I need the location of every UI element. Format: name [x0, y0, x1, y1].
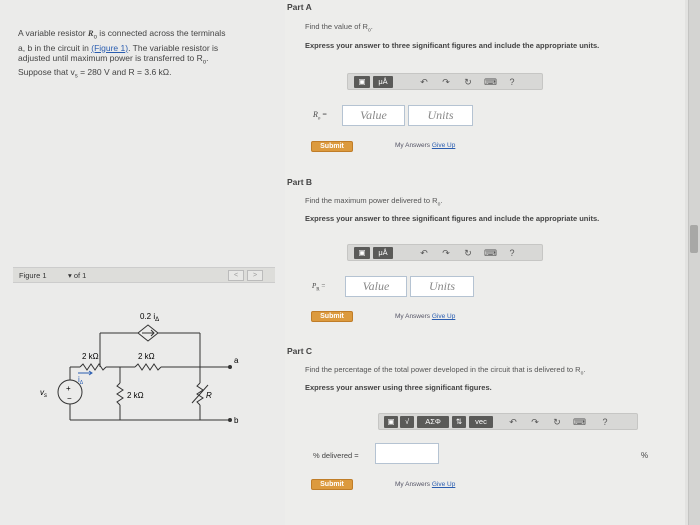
units-button[interactable]: μÅ — [373, 76, 393, 88]
give-up-link[interactable]: Give Up — [431, 481, 456, 488]
my-answers-link[interactable]: My Answers — [395, 313, 431, 320]
resistor-r1 — [80, 364, 106, 370]
figure-next-button[interactable]: > — [247, 270, 263, 281]
problem-text: is connected across the terminals — [96, 28, 226, 38]
part-a-instruction: Express your answer to three significant figures and include the appropriate units. — [305, 41, 600, 50]
problem-text: a, b in the circuit in — [18, 42, 92, 53]
help-button[interactable]: ? — [602, 417, 608, 427]
circuit-svg — [20, 305, 270, 445]
r1-label: 2 kΩ — [82, 352, 99, 361]
part-a-input-label: $R_o$ = — [313, 110, 327, 122]
part-b-title: Part B — [287, 177, 313, 187]
arrows-button[interactable]: ⇅ — [452, 416, 466, 428]
terminal-b-dot — [228, 418, 232, 422]
give-up-link[interactable]: Give Up — [431, 313, 456, 320]
problem-statement: A variable resistor $R_o$ is connected across the terminals a, b in the circuit in (Figure 1). The variable resistor is adjusted until maximum power is transferred to $R_o$. Suppose that $v_s = 280$ V and R = 3.6 kΩ. — [18, 28, 226, 81]
resistor-r2 — [135, 364, 161, 370]
my-answers-link[interactable]: My Answers — [395, 142, 431, 149]
terminal-b-label: b — [234, 416, 239, 425]
part-a-submit-button[interactable]: Submit — [311, 141, 353, 152]
problem-text: = 280 V and R = 3.6 kΩ. — [77, 67, 172, 78]
figure-link[interactable]: (Figure 1) — [91, 42, 129, 53]
greek-button[interactable]: ΑΣΦ — [417, 416, 449, 428]
resistor-r3 — [117, 383, 123, 405]
part-a-value-input[interactable]: Value — [342, 105, 405, 126]
undo-icon[interactable]: ↶ — [509, 417, 517, 427]
templates-icon[interactable]: ▣ — [354, 247, 370, 259]
part-c-title: Part C — [287, 346, 313, 356]
templates-icon[interactable]: ▣ — [354, 76, 370, 88]
help-button[interactable]: ? — [509, 77, 515, 87]
problem-text: . The variable resistor is — [128, 42, 219, 53]
reset-icon[interactable]: ↻ — [464, 77, 472, 87]
source-minus: − — [67, 394, 72, 403]
r2-label: 2 kΩ — [138, 352, 155, 361]
units-button[interactable]: μÅ — [373, 247, 393, 259]
templates-icon[interactable]: ▣ — [384, 416, 398, 428]
keyboard-icon[interactable]: ⌨ — [573, 417, 586, 427]
redo-icon[interactable]: ↷ — [531, 417, 539, 427]
reset-icon[interactable]: ↻ — [553, 417, 561, 427]
figure-label: Figure 1 — [19, 271, 47, 280]
part-b-instruction: Express your answer to three significant figures and include the appropriate units. — [305, 214, 600, 223]
part-b-question: Find the maximum power delivered to $R_o$. — [305, 196, 443, 208]
give-up-link[interactable]: Give Up — [431, 142, 456, 149]
terminal-a-dot — [228, 365, 232, 369]
r-variable-label: R — [206, 391, 212, 400]
redo-icon[interactable]: ↷ — [442, 248, 450, 258]
my-answers-link[interactable]: My Answers — [395, 481, 431, 488]
figure-prev-button[interactable]: < — [228, 270, 244, 281]
part-c-toolbar — [378, 413, 638, 430]
part-a-answer-links — [395, 142, 455, 149]
keyboard-icon[interactable]: ⌨ — [484, 77, 497, 87]
part-c-question: Find the percentage of the total power developed in the circuit that is delivered to $R_o$. — [305, 365, 586, 377]
help-button[interactable]: ? — [509, 248, 515, 258]
part-a-title: Part A — [287, 2, 312, 12]
r3-label: 2 kΩ — [127, 391, 144, 400]
current-label: $i_\Delta$ — [78, 375, 84, 386]
part-b-submit-button[interactable]: Submit — [311, 311, 353, 322]
terminal-a-label: a — [234, 356, 239, 365]
circuit-diagram — [20, 305, 270, 445]
source-plus: + — [66, 384, 71, 393]
scrollbar-thumb[interactable] — [690, 225, 698, 253]
part-c-input-label: % delivered = — [313, 451, 359, 460]
part-c-submit-button[interactable]: Submit — [311, 479, 353, 490]
part-b-value-input[interactable]: Value — [345, 276, 407, 297]
source-label: $v_s$ — [40, 388, 47, 399]
part-a-toolbar — [347, 73, 543, 90]
part-a-question: Find the value of $R_o$. — [305, 22, 373, 34]
dependent-source-label: 0.2 $i_\Delta$ — [140, 312, 160, 323]
part-b-input-label: $P_R$ = — [312, 282, 326, 293]
part-c-unit-label: % — [641, 451, 649, 460]
keyboard-icon[interactable]: ⌨ — [484, 248, 497, 258]
problem-text: A variable resistor — [18, 28, 88, 38]
undo-icon[interactable]: ↶ — [420, 248, 428, 258]
part-b-toolbar — [347, 244, 543, 261]
sqrt-button[interactable]: √ — [400, 416, 414, 428]
part-b-answer-links — [395, 313, 455, 320]
figure-selector[interactable]: ▾ of 1 — [68, 271, 87, 280]
var-r0: R — [87, 28, 94, 38]
scrollbar[interactable] — [688, 0, 700, 525]
undo-icon[interactable]: ↶ — [420, 77, 428, 87]
problem-text: Suppose that v — [18, 67, 75, 78]
problem-text: adjusted until maximum power is transferred to R — [18, 52, 203, 63]
figure-nav-bar — [13, 267, 275, 283]
part-c-answer-links — [395, 481, 455, 488]
part-c-value-input[interactable] — [375, 443, 439, 464]
part-c-instruction: Express your answer using three significant figures. — [305, 383, 492, 392]
part-b-units-input[interactable]: Units — [410, 276, 474, 297]
vec-button[interactable]: vec — [469, 416, 493, 428]
redo-icon[interactable]: ↷ — [442, 77, 450, 87]
part-a-units-input[interactable]: Units — [408, 105, 473, 126]
reset-icon[interactable]: ↻ — [464, 248, 472, 258]
